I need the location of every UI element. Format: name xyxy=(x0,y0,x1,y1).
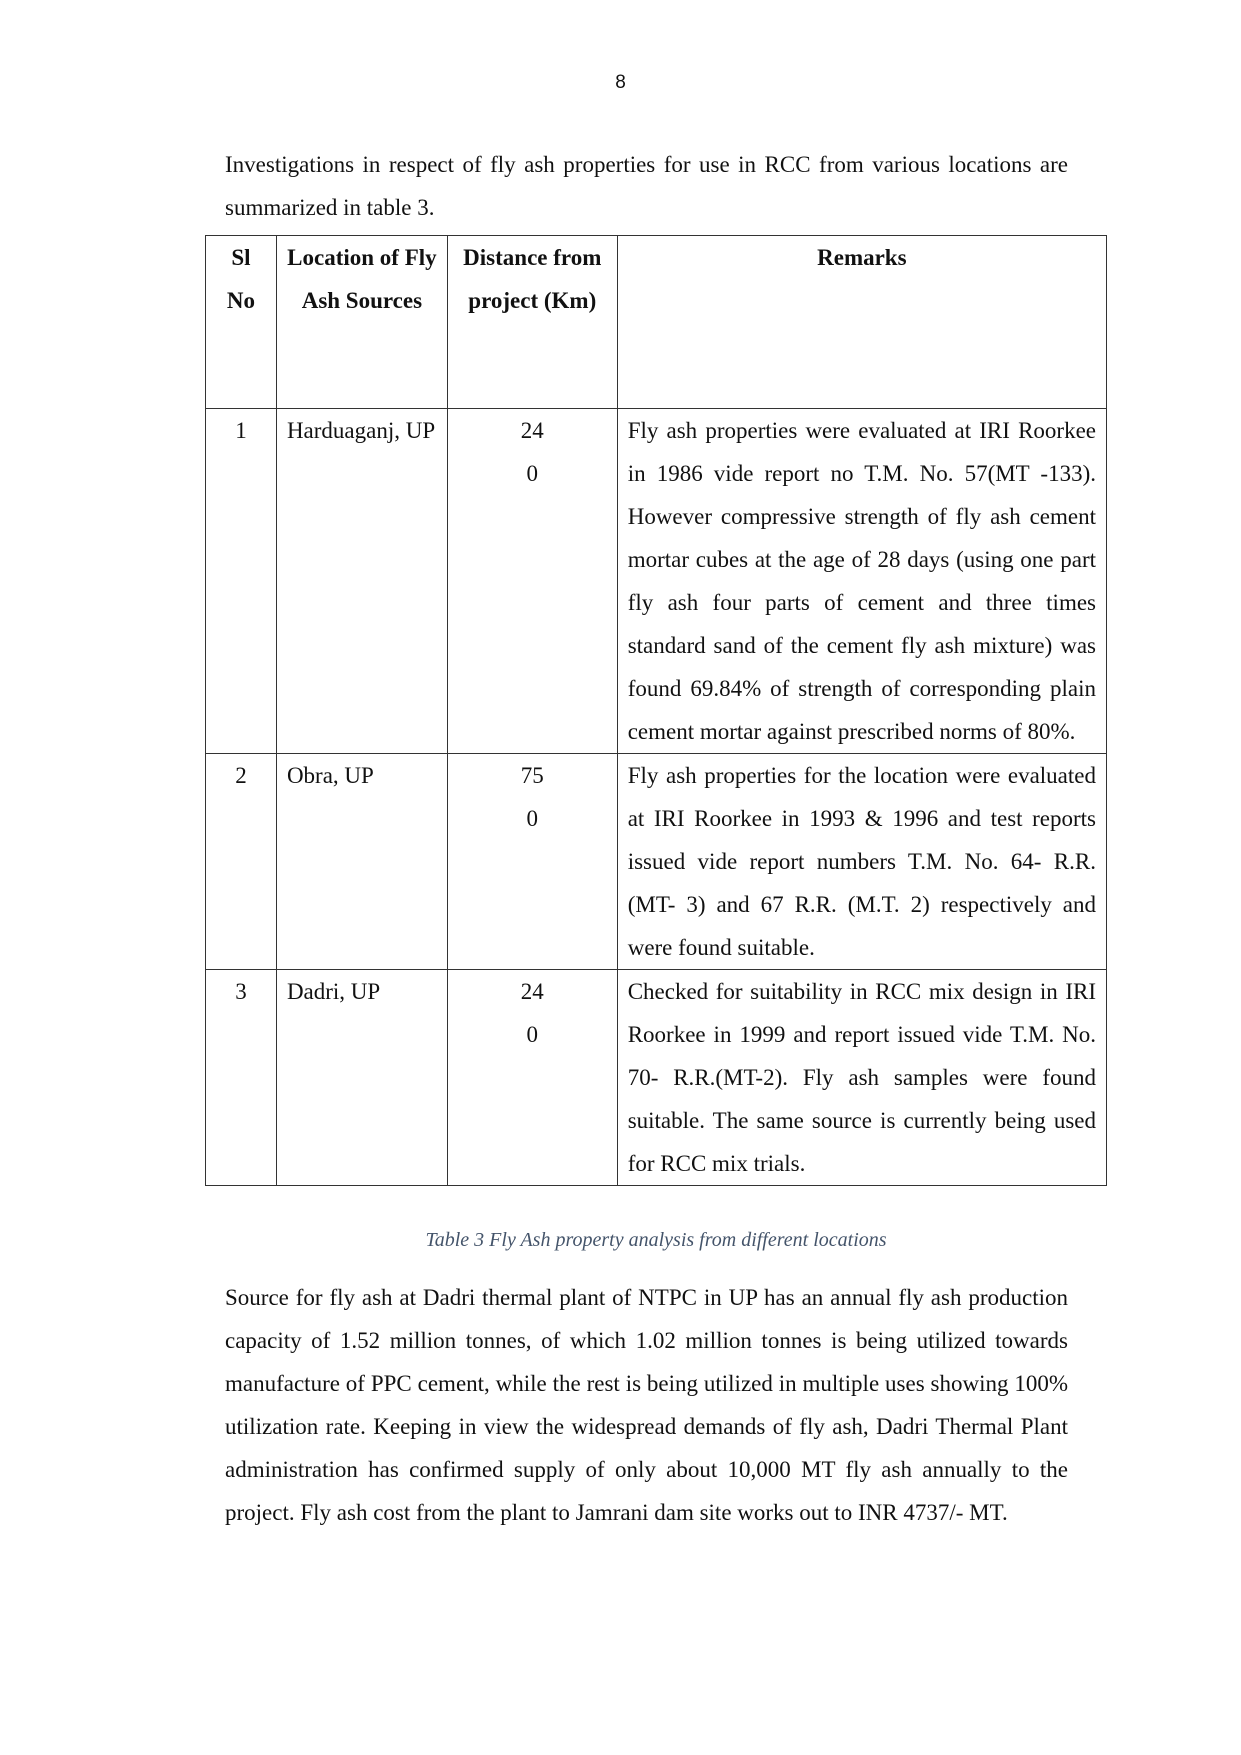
table-row xyxy=(206,754,1107,970)
row-remarks: Fly ash properties for the location were evaluated at IRI Roorkee in 1993 & 1996 and test reports issued vide report numbers T.M. No. 64- R.R. (MT- 3) and 67 R.R. (M.T. 2) respectively and were found suitable. xyxy=(617,754,1106,970)
row-sl: 2 xyxy=(206,754,277,970)
row-distance-line2: 0 xyxy=(526,1022,539,1047)
table-row xyxy=(206,970,1107,1186)
row-sl: 3 xyxy=(206,970,277,1186)
row-distance-line1: 24 xyxy=(520,418,544,443)
intro-paragraph: Investigations in respect of fly ash properties for use in RCC from various locations are summarized in table 3. xyxy=(225,152,1068,220)
row-sl: 1 xyxy=(206,409,277,754)
header-remarks: Remarks xyxy=(617,236,1106,409)
body-paragraph: Source for fly ash at Dadri thermal plant of NTPC in UP has an annual fly ash production capacity of 1.52 million tonnes, of which 1.02 million tonnes is being utilized towards manufacture of PPC cement, while the rest is being utilized in multiple uses showing 100% utilization rate. Keeping in view the widespread demands of fly ash, Dadri Thermal Plant administration has confirmed supply of only about 10,000 MT fly ash annually to the project. Fly ash cost from the plant to Jamrani dam site works out to INR 4737/- MT. xyxy=(225,1285,1068,1525)
table-caption: Table 3 Fly Ash property analysis from different locations xyxy=(425,1229,887,1251)
row-distance xyxy=(447,754,617,970)
header-location: Location of Fly Ash Sources xyxy=(276,236,447,409)
row-remarks: Checked for suitability in RCC mix design in IRI Roorkee in 1999 and report issued vide T.M. No. 70- R.R.(MT-2). Fly ash samples were found suitable. The same source is currently being used for RCC mix trials. xyxy=(617,970,1106,1186)
row-distance-line2: 0 xyxy=(526,806,539,831)
table-body xyxy=(206,409,1107,1186)
table-row xyxy=(206,409,1107,754)
header-sl-line2: No xyxy=(226,288,256,313)
header-distance: Distance from project (Km) xyxy=(447,236,617,409)
row-distance xyxy=(447,409,617,754)
row-distance-line1: 24 xyxy=(520,979,544,1004)
row-location: Obra, UP xyxy=(276,754,447,970)
fly-ash-table xyxy=(205,235,1107,1186)
row-remarks: Fly ash properties were evaluated at IRI Roorkee in 1986 vide report no T.M. No. 57(MT -133). However compressive strength of fly ash cement mortar cubes at the age of 28 days (using one part fly ash four parts of cement and three times standard sand of the cement fly ash mixture) was found 69.84% of strength of corresponding plain cement mortar against prescribed norms of 80%. xyxy=(617,409,1106,754)
row-location: Harduaganj, UP xyxy=(276,409,447,754)
table-header-row xyxy=(206,236,1107,409)
row-distance xyxy=(447,970,617,1186)
row-distance-line1: 75 xyxy=(520,763,544,788)
row-location: Dadri, UP xyxy=(276,970,447,1186)
header-sl-no xyxy=(206,236,277,409)
row-distance-line2: 0 xyxy=(526,461,539,486)
table-header xyxy=(206,236,1107,409)
header-sl-line1: Sl xyxy=(231,245,251,270)
page-number: 8 xyxy=(615,72,626,93)
